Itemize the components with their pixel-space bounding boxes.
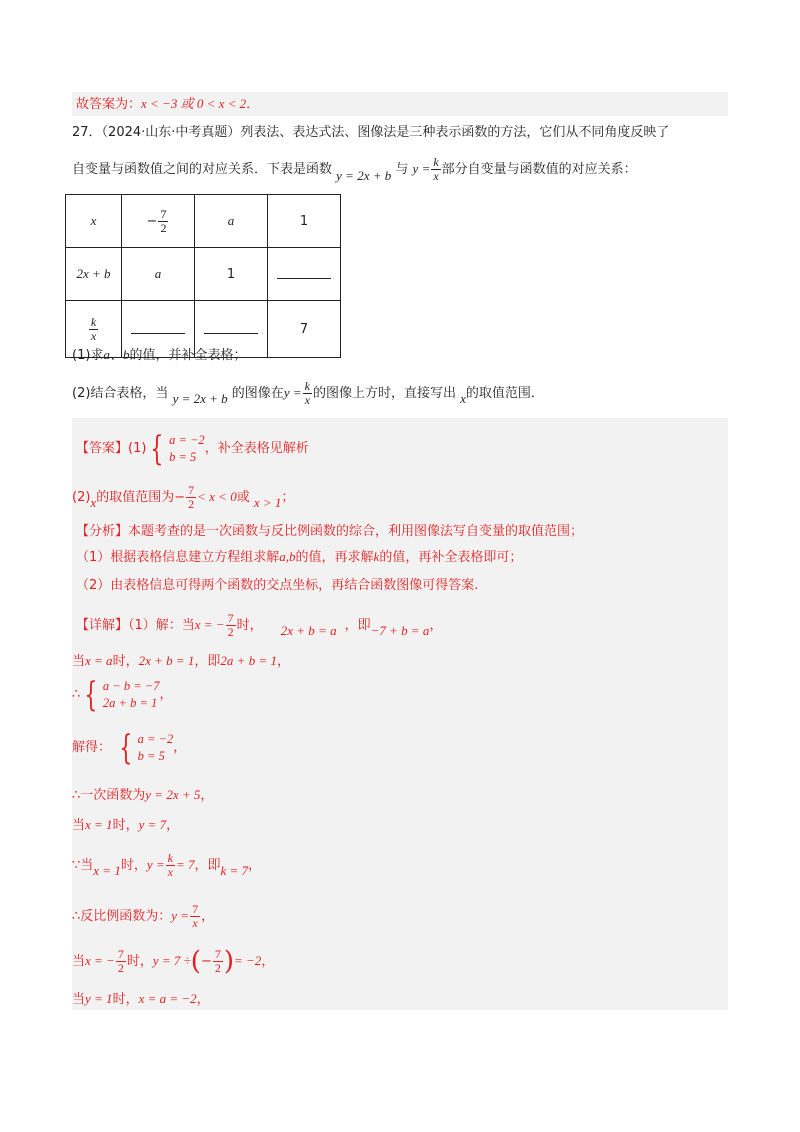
analysis-line-1: 【分析】本题考查的是一次函数与反比例函数的综合，利用图像法写自变量的取值范围； (76, 524, 584, 539)
detail-line-10: 当y = 1时，x = a = −2， (72, 991, 210, 1007)
question-2: (2)结合表格，当 y = 2x + b 的图像在y = $\frac{k}{x}$ 的图像上方时，直接写出 x的取值范围． (72, 379, 544, 407)
k-over-x: $\frac{k}{x}$ (433, 155, 439, 183)
table-row: $\frac{k}{x}$ 7 (66, 301, 341, 358)
detail-line-7: ∵当x = 1时，y = $\frac{k}{x}$ = 7，即k = 7， (72, 851, 262, 879)
answer-line-1: 【答案】(1) { a = −2 b = 5 ，补全表格见解析 (76, 429, 309, 469)
detail-line-3: ∴ { a − b = −7 2a + b = 1 ， (72, 675, 173, 715)
table-row: 2x + b a 1 (66, 248, 341, 301)
detail-line-4: 解得： { a = −2 b = 5 ， (72, 728, 187, 768)
analysis-line-2: （1）根据表格信息建立方程组求解a,b的值，再求解k的值，再补全表格即可； (76, 549, 523, 565)
blank-cell (277, 266, 331, 279)
detail-line-2: 当x = a时，2x + b = 1，即2a + b = 1， (72, 653, 290, 669)
detail-line-8: ∴反比例函数为：y = $\frac{7}{x}$ ， (72, 902, 215, 930)
answer-line-2: (2)x的取值范围为− $\frac{7}{2}$ < x < 0或 x > 1； (72, 483, 295, 511)
detail-line-9: 当x = − $\frac{7}{2}$ 时，y = 7 ÷(− $\frac{7}{2}$ )= −2， (72, 946, 275, 977)
blank-cell (131, 321, 185, 334)
detail-line-5: ∴一次函数为y = 2x + 5， (72, 787, 214, 803)
problem-line-2: 自变量与函数值之间的对应关系．下表是函数 y = 2x + b 与 y = $\frac{k}{x}$ 部分自变量与函数值的对应关系： (72, 155, 637, 183)
question-1: (1)求a、b的值，并补全表格； (72, 347, 247, 363)
header-answer: 故答案为：x < −3 或 0 < x < 2． (76, 96, 260, 112)
detail-line-6: 当x = 1时，y = 7， (72, 817, 180, 833)
blank-cell (204, 321, 258, 334)
value-table (65, 194, 341, 358)
table-row: x − $\frac{7}{2}$ a 1 (66, 195, 341, 248)
analysis-line-3: （2）由表格信息可得两个函数的交点坐标，再结合函数图像可得答案. (76, 578, 479, 593)
detail-line-1: 【详解】（1）解：当x = − $\frac{7}{2}$ 时， 2x + b = a ，即−7 + b = a， (76, 611, 443, 639)
problem-line-1: 27．（2024·山东·中考真题）列表法、表达式法、图像法是三种表示函数的方法，它们从不同角度反映了 (72, 125, 670, 140)
